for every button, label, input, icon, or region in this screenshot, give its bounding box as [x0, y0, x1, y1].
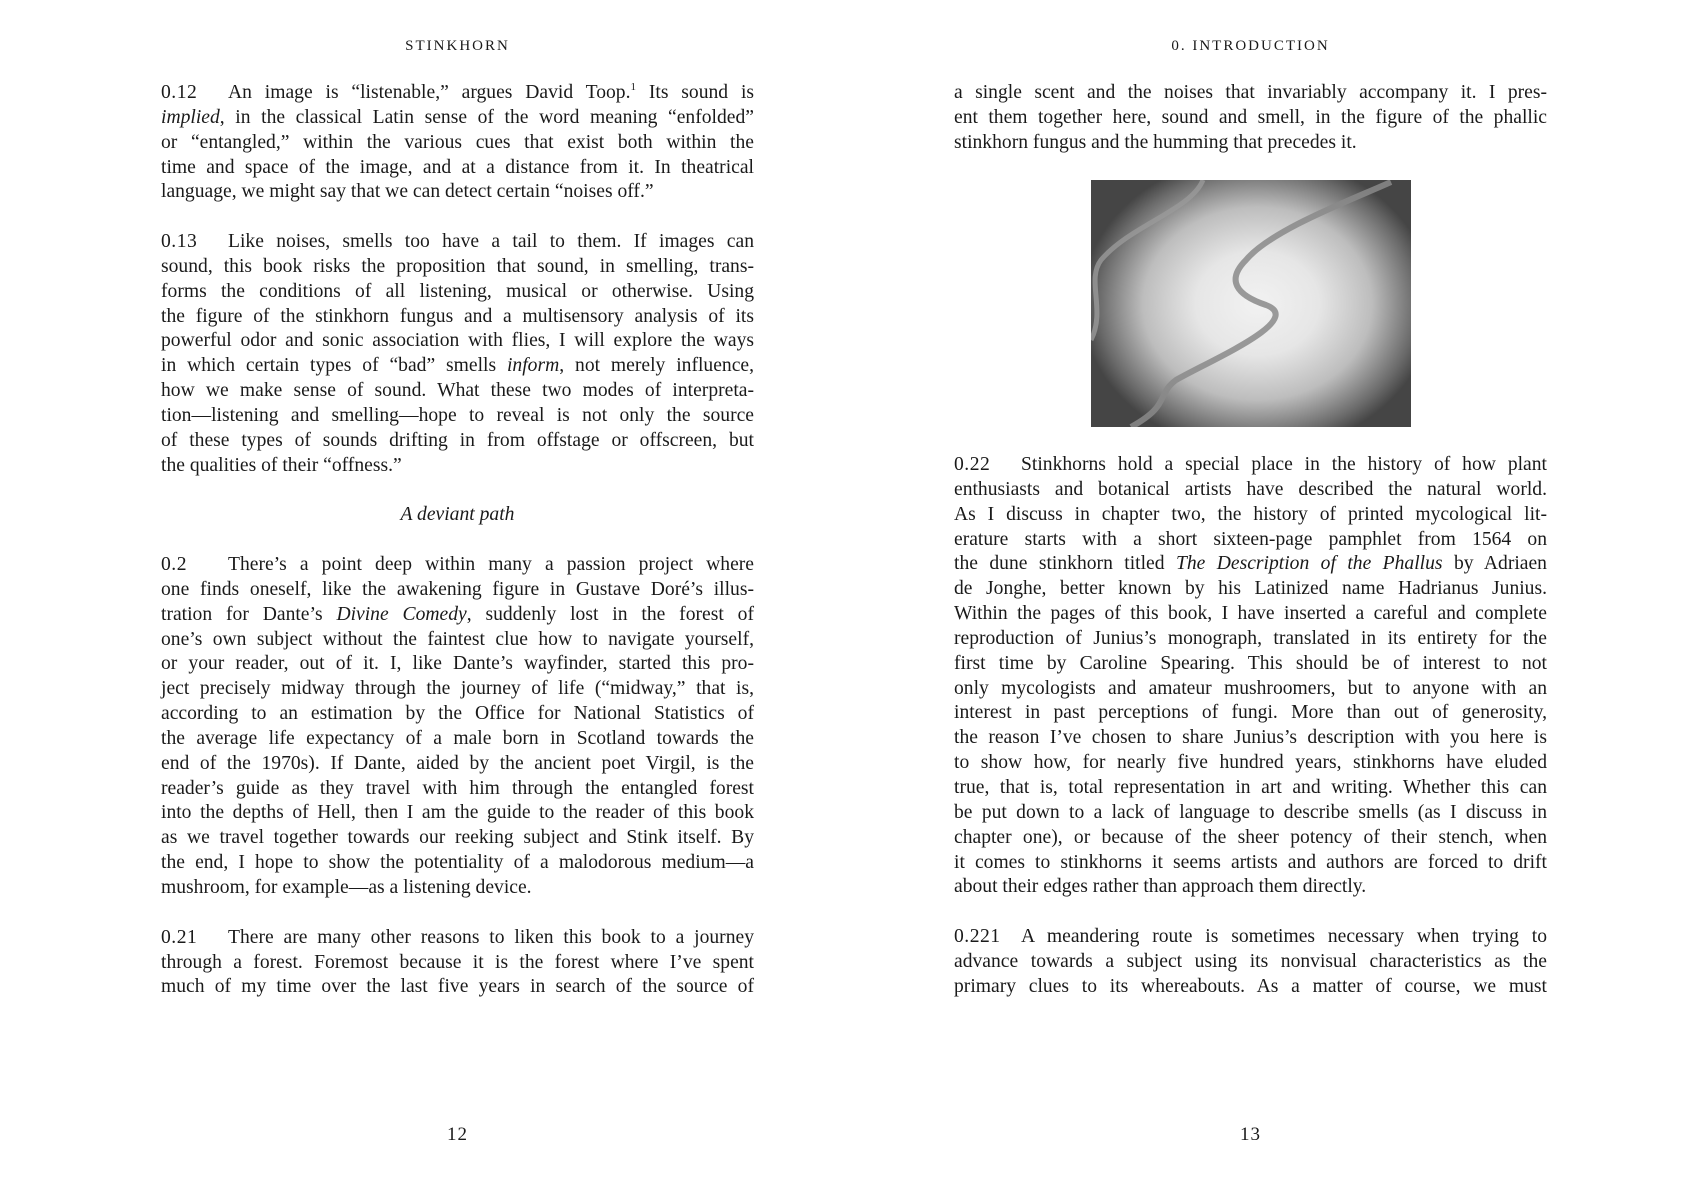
paragraph [161, 926, 754, 1001]
text-line: through a forest. Foremost because it is the forest where I’ve spent [161, 951, 754, 973]
paragraph [954, 453, 1547, 900]
text-line: reader’s guide as they travel with him through the entangled forest [161, 777, 754, 799]
text-line: it comes to stinkhorns it seems artists and authors are forced to drift [954, 851, 1547, 873]
figure-curves [1091, 180, 1411, 427]
paragraph-number: 0.2 [161, 554, 187, 576]
paragraph [954, 81, 1547, 156]
text-line: forms the conditions of all listening, musical or otherwise. Using [161, 280, 754, 302]
text-line: sound, this book risks the proposition that sound, in smelling, trans- [161, 255, 754, 277]
text-line: one finds oneself, like the awakening figure in Gustave Doré’s illus- [161, 578, 754, 600]
paragraph [954, 925, 1547, 1000]
text-line: enthusiasts and botanical artists have described the natural world. [954, 478, 1547, 500]
text-line: be put down to a lack of language to describe smells (as I discuss in [954, 801, 1547, 823]
text-line: Within the pages of this book, I have inserted a careful and complete [954, 603, 1547, 625]
text-line: language, we might say that we can detect certain “noises off.” [161, 181, 654, 203]
text-line: tion—listening and smelling—hope to reveal is not only the source [161, 404, 754, 426]
paragraph [161, 81, 754, 205]
text-line: primary clues to its whereabouts. As a matter of course, we must [954, 975, 1547, 997]
paragraph-number: 0.21 [161, 926, 198, 948]
left-text-column [161, 81, 754, 1000]
stinkhorn-figure-image [1091, 180, 1411, 427]
footnote-marker[interactable]: 1 [630, 81, 637, 93]
text-line: in which certain types of “bad” smells inform, not merely influence, [161, 355, 754, 377]
text-line: as we travel together towards our reeking subject and Stink itself. By [161, 827, 754, 849]
paragraph-number: 0.13 [161, 231, 198, 253]
text-line: the end, I hope to show the potentiality of a malodorous medium—a [161, 852, 754, 874]
paragraph-gap [161, 479, 754, 504]
italic-text: implied [161, 106, 220, 128]
text-line: much of my time over the last five years in search of the source of [161, 976, 754, 998]
text-line: the dune stinkhorn titled The Description of the Phallus by Adriaen [954, 553, 1547, 575]
text-line: of these types of sounds drifting in from offstage or offscreen, but [161, 429, 754, 451]
text-line: stinkhorn fungus and the humming that precedes it. [954, 131, 1357, 153]
text-line: time and space of the image, and at a distance from it. In theatrical [161, 156, 754, 178]
text-line: implied, in the classical Latin sense of the word meaning “enfolded” [161, 106, 754, 128]
paragraph [161, 230, 754, 478]
text-line: the qualities of their “offness.” [161, 454, 402, 476]
text-line: 0.12 An image is “listenable,” argues David Toop.$^1$ Its sound is [161, 81, 754, 106]
text-line: advance towards a subject using its nonvisual characteristics as the [954, 950, 1547, 972]
italic-text: Divine Comedy [336, 603, 467, 625]
text-line: about their edges rather than approach them directly. [954, 876, 1367, 898]
text-line: As I discuss in chapter two, the history of printed mycological lit- [954, 503, 1547, 525]
text-line: or your reader, out of it. I, like Dante’s wayfinder, started this pro- [161, 653, 754, 675]
text-line: one’s own subject without the faintest clue how to navigate yourself, [161, 628, 754, 650]
running-head: STINKHORN [405, 38, 510, 54]
text-line: 0.21 There are many other reasons to liken this book to a journey [161, 926, 754, 951]
section-heading: A deviant path [400, 504, 515, 526]
text-line: to show how, for nearly five hundred years, stinkhorns have eluded [954, 752, 1547, 774]
right-text-column-top [954, 81, 1547, 156]
italic-text: inform [506, 355, 560, 377]
paragraph-number: 0.22 [954, 454, 991, 475]
text-line: chapter one), or because of the sheer potency of their stench, when [954, 826, 1547, 848]
paragraph-gap [954, 900, 1547, 925]
text-line: or “entangled,” within the various cues that exist both within the [161, 131, 754, 153]
page-number: 13 [1240, 1124, 1261, 1145]
text-line: how we make sense of sound. What these two modes of interpreta- [161, 380, 754, 402]
text-line: de Jonghe, better known by his Latinized name Hadrianus Junius. [954, 578, 1547, 600]
text-line: the average life expectancy of a male born in Scotland towards the [161, 727, 754, 749]
text-line: 0.221 A meandering route is sometimes necessary when trying to [954, 925, 1547, 950]
text-line: interest in past perceptions of fungi. More than out of generosity, [954, 702, 1547, 724]
running-head: 0. INTRODUCTION [1171, 38, 1330, 54]
text-line: 0.13 Like noises, smells too have a tail to them. If images can [161, 230, 754, 255]
text-line: 0.22 Stinkhorns hold a special place in the history of how plant [954, 453, 1547, 478]
paragraph-gap [161, 528, 754, 553]
text-line: first time by Caroline Spearing. This should be of interest to not [954, 652, 1547, 674]
paragraph-gap [161, 901, 754, 926]
page-number: 12 [447, 1124, 468, 1145]
text-line: erature starts with a short sixteen-page pamphlet from 1564 on [954, 528, 1547, 550]
text-line: 0.2 There’s a point deep within many a passion project where [161, 553, 754, 578]
paragraph-gap [161, 205, 754, 230]
text-line: true, that is, total representation in art and writing. Whether this can [954, 776, 1547, 798]
paragraph [161, 553, 754, 901]
text-line: end of the 1970s). If Dante, aided by the ancient poet Virgil, is the [161, 752, 754, 774]
italic-text: The Description of the Phallus [1175, 553, 1443, 575]
text-line: the reason I’ve chosen to share Junius’s description with you here is [954, 727, 1547, 749]
text-line: tration for Dante’s Divine Comedy, suddenly lost in the forest of [161, 603, 754, 625]
right-text-column-bottom [954, 453, 1547, 1000]
text-line: powerful odor and sonic association with flies, I will explore the ways [161, 330, 754, 352]
text-line: reproduction of Junius’s monograph, translated in its entirety for the [954, 627, 1547, 649]
text-line: according to an estimation by the Office for National Statistics of [161, 703, 754, 725]
text-line: mushroom, for example—as a listening device. [161, 877, 532, 898]
paragraph-number: 0.221 [954, 926, 1001, 948]
text-line: the figure of the stinkhorn fungus and a multisensory analysis of its [161, 305, 754, 327]
text-line: ent them together here, sound and smell, in the figure of the phallic [954, 106, 1547, 128]
text-line: a single scent and the noises that invariably accompany it. I pres- [954, 82, 1547, 103]
text-line: ject precisely midway through the journey of life (“midway,” that is, [161, 678, 754, 700]
paragraph-number: 0.12 [161, 82, 198, 103]
text-line: into the depths of Hell, then I am the guide to the reader of this book [161, 802, 754, 824]
text-line: only mycologists and amateur mushroomers, but to anyone with an [954, 677, 1547, 699]
